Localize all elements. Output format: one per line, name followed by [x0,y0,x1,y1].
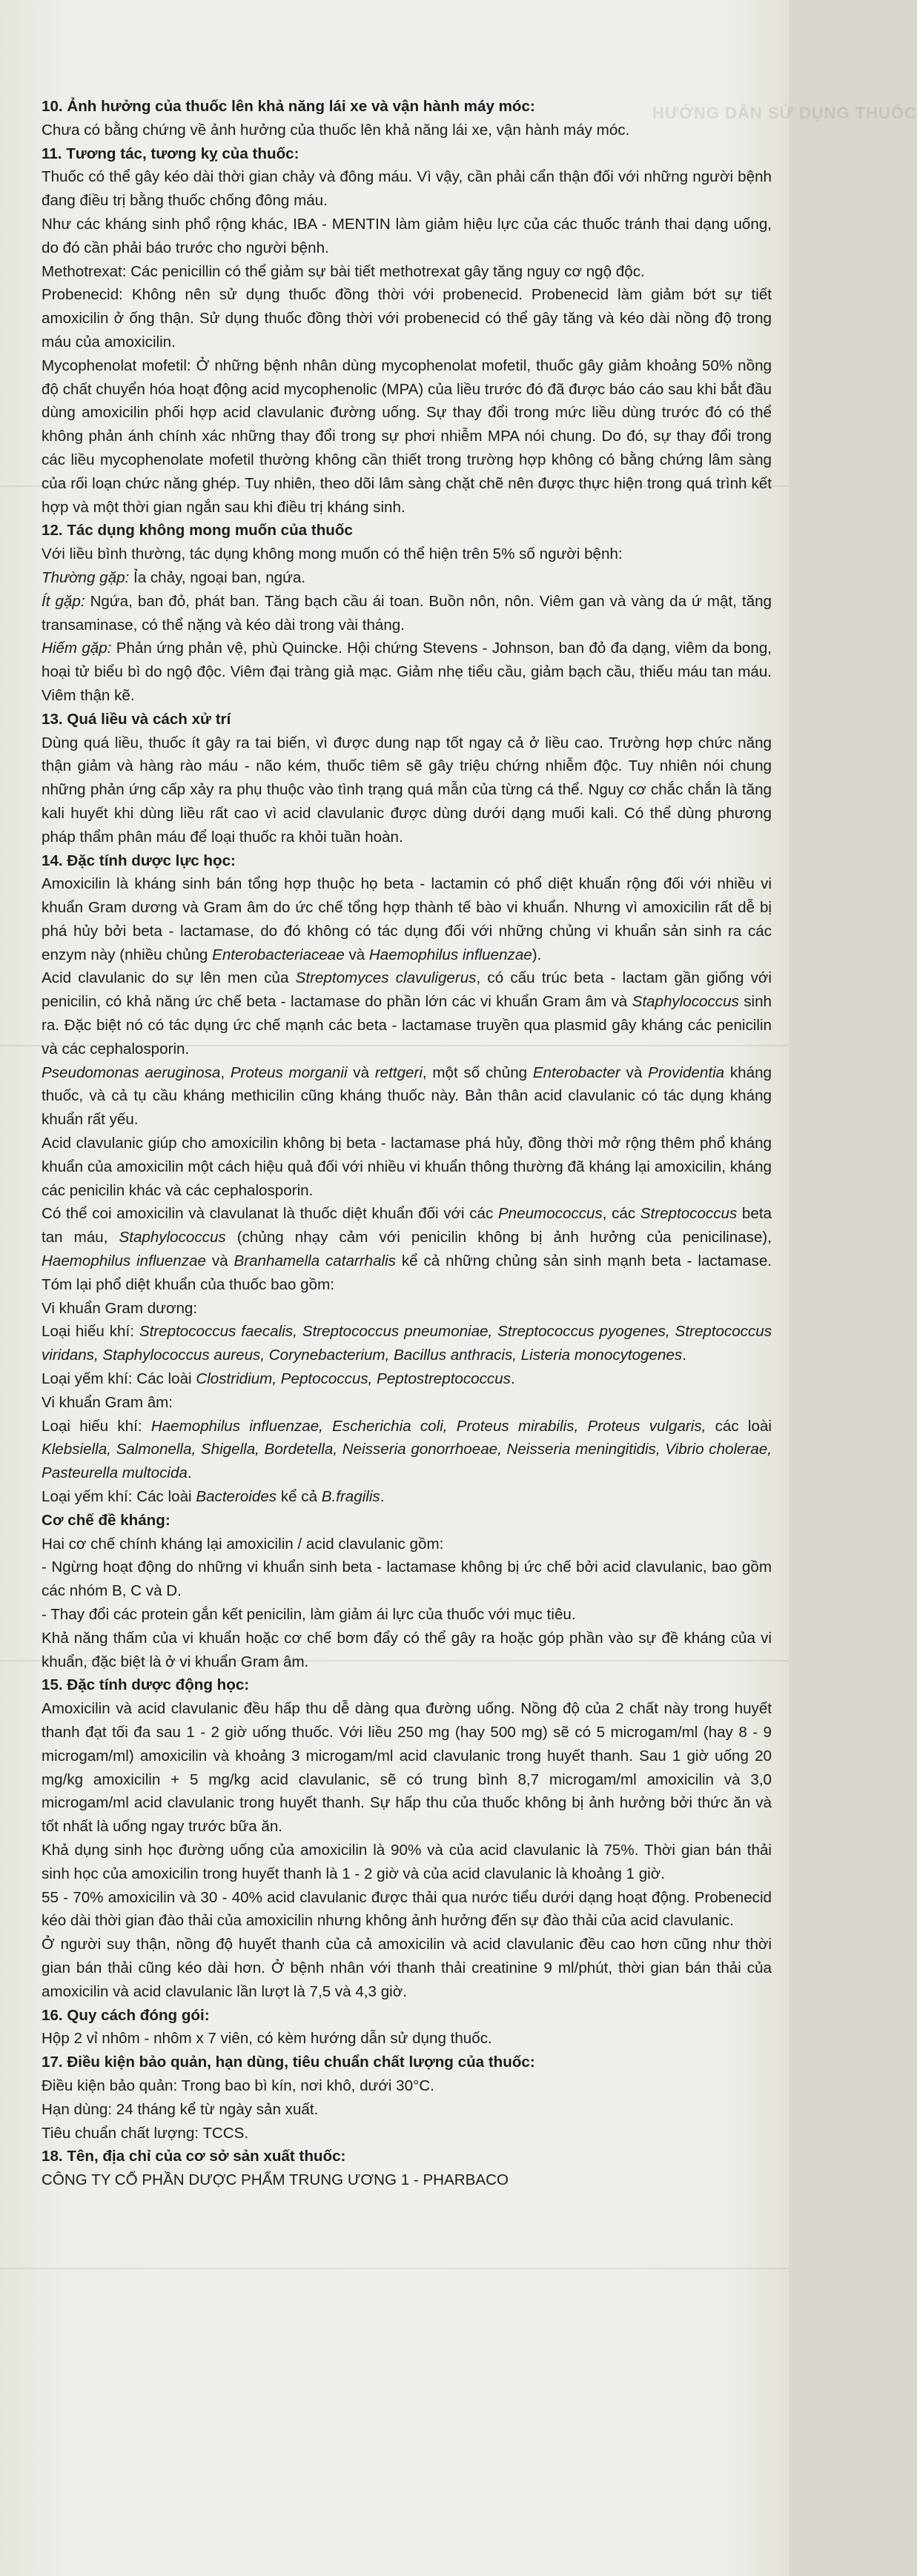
species-name: Branhamella catarrhalis [234,1252,396,1270]
text-run: , [220,1063,231,1081]
section-13-text: Dùng quá liều, thuốc ít gây ra tai biến, vì được dung nạp tốt ngay cả ở liều cao. Trường hợp chức năng thận giảm và hàng rào máu - não kém, thuốc tiêm sẽ gây triệu chứng nhiễm độc. Tuy nhiên nói chung những phản ứng cấp xảy ra phụ thuộc vào tình trạng quá mẫn của từng cá thể. Nguy cơ chắc chắn là tăng kali huyết khi dùng liều rất cao vì acid clavulanic được dùng dưới dạng muối kali. Có thể dùng phương pháp thẩm phân máu để loại thuốc ra khỏi tuần hoàn. [42,734,772,846]
text-run: và [620,1063,649,1081]
text-run: và [344,946,369,963]
species-name: Pseudomonas aeruginosa [42,1063,221,1081]
species-list: Bacteroides [196,1488,277,1506]
shelf-life: Hạn dùng: 24 tháng kể từ ngày sản xuất. [42,2100,319,2118]
common-label: Thường gặp: [42,568,130,586]
text-run: Loại hiếu khí: [42,1323,139,1341]
gram-negative-title: Vi khuẩn Gram âm: [42,1393,173,1411]
section-14-title: 14. Đặc tính dược lực học: [42,852,236,869]
section-10-title: 10. Ảnh hưởng của thuốc lên khả năng lái xe và vận hành máy móc: [42,98,535,115]
uncommon-text: Ngứa, ban đỏ, phát ban. Tăng bạch cầu ái toan. Buồn nôn, nôn. Viêm gan và vàng da ứ mật, tăng transaminase, có thể nặng và kéo dài trong vài tháng. [42,592,772,634]
text-run: beta tan máu, [42,1205,772,1246]
gram-positive-title: Vi khuẩn Gram dương: [42,1299,198,1317]
text-run: và [205,1252,234,1270]
text-run: Amoxicilin là kháng sinh bán tổng hợp thuộc họ beta - lactamin có phổ diệt khuẩn rộng đối với nhiều vi khuẩn Gram dương và Gram âm do ức chế tổng hợp thành tế bào vi khuẩn. Nhưng vì amoxicilin rất dễ bị phá hủy bởi beta - lactamase, do đó không có tác dụng đối với những chủng vi khuẩn sản sinh ra các enzym này (nhiều chủng [42,875,772,963]
gram-positive-anaerobic [42,1367,772,1391]
section-11-paragraph: Như các kháng sinh phổ rộng khác, IBA - MENTIN làm giảm hiệu lực của các thuốc tránh thai dạng uống, do đó cần phải báo trước cho người bệnh. [42,215,772,256]
text-run: Acid clavulanic do sự lên men của [42,969,296,987]
species-list: Haemophilus influenzae, Escherichia coli, Proteus mirabilis, Proteus vulgaris, [150,1417,706,1435]
section-15-title: 15. Đặc tính dược động học: [42,1676,250,1694]
manufacturer-name: CÔNG TY CỔ PHẦN DƯỢC PHẨM TRUNG ƯƠNG 1 - PHARBACO [42,2171,509,2189]
text-run: , có cấu trúc beta - lactam gần giống với penicilin, có khả năng ức chế beta - lactamase do phần lớn các vi khuẩn Gram âm và [42,969,772,1011]
common-text: Ỉa chảy, ngoại ban, ngứa. [129,568,306,586]
section-16-text: Hộp 2 vỉ nhôm - nhôm x 7 viên, có kèm hướng dẫn sử dụng thuốc. [42,2030,492,2048]
species-name: rettgeri [374,1063,423,1081]
species-list: B.fragilis [321,1488,380,1506]
uncommon-label: Ít gặp: [42,592,85,610]
section-16-title: 16. Quy cách đóng gói: [42,2006,210,2024]
section-12-intro: Với liều bình thường, tác dụng không mong muốn có thể hiện trên 5% số người bệnh: [42,545,623,563]
paper-crease [0,2268,789,2269]
text-run: . [682,1347,686,1364]
resistance-item: - Ngừng hoạt động do những vi khuẩn sinh beta - lactamase không bị ức chế bởi acid clavulanic, bao gồm các nhóm B, C và D. [42,1558,772,1600]
gram-positive-aerobic [42,1320,772,1367]
text-run: các loài [706,1417,772,1435]
section-12-uncommon [42,590,772,637]
section-11-methotrexat: Methotrexat: Các penicillin có thể giảm sự bài tiết methotrexat gây tăng nguy cơ ngộ độc. [42,262,645,280]
section-12-rare [42,637,772,707]
section-14-paragraph [42,1061,772,1132]
section-15-paragraph: Ở người suy thận, nồng độ huyết thanh của cả amoxicilin và acid clavulanic đều cao hơn cũng như thời gian bán thải cũng kéo dài hơn. Ở bệnh nhân với thanh thải creatinine 9 ml/phút, thời gian bán thải của amoxicilin và acid clavulanic lần lượt là 7,5 và 4,3 giờ. [42,1936,772,2000]
section-15-paragraph: Khả dụng sinh học đường uống của amoxicilin là 90% và của acid clavulanic là 75%. Thời gian bán thải sinh học của amoxicilin trong huyết thanh là 1 - 2 giờ và của acid clavulanic là khoảng 1 giờ. [42,1841,772,1882]
leaflet-content [42,95,772,2192]
bleed-through-text: HƯỚNG DẪN SỬ DỤNG THUỐC [652,104,917,122]
text-run: Loại hiếu khí: [42,1417,151,1435]
text-run: sinh ra. Đặc biệt nó có tác dụng ức chế mạnh các beta - lactamase truyền qua plasmid gây kháng các penicilin và các cephalosporin. [42,993,772,1058]
section-11-title: 11. Tương tác, tương kỵ của thuốc: [42,145,299,162]
section-14-paragraph [42,966,772,1060]
resistance-text: Khả năng thấm của vi khuẩn hoặc cơ chế bơm đẩy có thể gây ra hoặc góp phần vào sự đề kháng của vi khuẩn, đặc biệt là ở vi khuẩn Gram âm. [42,1629,772,1670]
section-13-title: 13. Quá liều và cách xử trí [42,710,231,728]
text-run: kể cả [277,1488,322,1506]
text-run: , các [602,1205,640,1223]
text-run: . [187,1464,192,1482]
section-15-paragraph: 55 - 70% amoxicilin và 30 - 40% acid clavulanic được thải qua nước tiểu dưới dạng hoạt động. Probenecid kéo dài thời gian đào thải của amoxicilin nhưng không ảnh hưởng đến sự đào thải của acid clavulanic. [42,1888,772,1930]
section-12-title: 12. Tác dụng không mong muốn của thuốc [42,522,353,540]
section-17-title: 17. Điều kiện bảo quản, hạn dùng, tiêu chuẩn chất lượng của thuốc: [42,2054,535,2071]
rare-text: Phản ứng phản vệ, phù Quincke. Hội chứng Stevens - Johnson, ban đỏ đa dạng, viêm da bong, hoại tử biểu bì do ngộ độc. Viêm đại tràng giả mạc. Giảm nhẹ tiểu cầu, giảm bạch cầu, thiếu máu tan máu. Viêm thận kẽ. [42,640,772,704]
species-name: Enterobacter [532,1063,620,1081]
species-name: Haemophilus influenzae [368,946,532,963]
species-list: Clostridium, Peptococcus, Peptostreptococcus [196,1370,511,1388]
rare-label: Hiếm gặp: [42,640,112,657]
section-14-paragraph: Acid clavulanic giúp cho amoxicilin không bị beta - lactamase phá hủy, đồng thời mở rộng thêm phổ kháng khuẩn của amoxicilin một cách hiệu quả đối với nhiều vi khuẩn thông thường đã kháng lại amoxicilin, kháng các penicilin khác và các cephalosporin. [42,1135,772,1199]
text-run: kể cả những chủng sản sinh mạnh beta - lactamase. Tóm lại phổ diệt khuẩn của thuốc bao gồm: [42,1252,772,1293]
text-run: Loại yếm khí: Các loài [42,1370,196,1388]
resistance-text: Hai cơ chế chính kháng lại amoxicilin / acid clavulanic gồm: [42,1535,444,1553]
species-list: Klebsiella, Salmonella, Shigella, Bordetella, Neisseria gonorrhoeae, Neisseria meningitidis, Vibrio cholerae, Pasteurella multocida [42,1441,772,1482]
species-name: Enterobacteriaceae [212,946,345,963]
section-11-probenecid: Probenecid: Không nên sử dụng thuốc đồng thời với probenecid. Probenecid làm giảm bớt sự tiết amoxicilin ở ống thận. Sử dụng thuốc đồng thời với probenecid có thể gây tăng và kéo dài nồng độ trong máu của amoxicilin. [42,286,772,351]
text-run: , một số chủng [422,1063,533,1081]
text-run: Có thể coi amoxicilin và clavulanat là thuốc diệt khuẩn đối với các [42,1205,498,1223]
storage-conditions: Điều kiện bảo quản: Trong bao bì kín, nơi khô, dưới 30°C. [42,2077,434,2094]
text-run: ). [532,946,542,963]
section-14-paragraph [42,872,772,966]
section-12-common [42,566,772,590]
gram-negative-anaerobic [42,1485,772,1509]
text-run: Loại yếm khí: Các loài [42,1488,196,1506]
section-14-paragraph [42,1202,772,1296]
section-18-title: 18. Tên, địa chỉ của cơ sở sản xuất thuốc: [42,2148,346,2165]
species-name: Proteus morganii [230,1063,348,1081]
quality-standard: Tiêu chuẩn chất lượng: TCCS. [42,2124,249,2142]
species-name: Streptococcus [640,1205,738,1223]
text-run: (chủng nhạy cảm với penicilin không bị ảnh hưởng của penicilinase), [225,1229,772,1246]
resistance-title: Cơ chế đề kháng: [42,1511,171,1529]
species-name: Streptomyces clavuligerus [295,969,477,987]
text-run: kháng thuốc, và cả tụ cầu kháng methicilin cũng kháng thuốc này. Bản thân acid clavulanic có tác dụng kháng khuẩn rất yếu. [42,1063,772,1129]
section-10-text: Chưa có bằng chứng về ảnh hưởng của thuốc lên khả năng lái xe, vận hành máy móc. [42,121,630,139]
species-name: Providentia [648,1063,725,1081]
species-name: Haemophilus influenzae [42,1252,206,1270]
section-11-paragraph: Thuốc có thể gây kéo dài thời gian chảy và đông máu. Vì vậy, cần phải cẩn thận đối với những người bệnh đang điều trị bằng thuốc chống đông máu. [42,168,772,210]
resistance-item: - Thay đổi các protein gắn kết penicilin, làm giảm ái lực của thuốc với mục tiêu. [42,1606,576,1623]
gram-negative-aerobic [42,1415,772,1485]
text-run: . [380,1488,385,1506]
text-run: và [347,1063,375,1081]
species-name: Staphylococcus [632,993,739,1011]
section-15-paragraph: Amoxicilin và acid clavulanic đều hấp thu dễ dàng qua đường uống. Nồng độ của 2 chất này trong huyết thanh đạt tối đa sau 1 - 2 giờ uống thuốc. Với liều 250 mg (hay 500 mg) sẽ có 5 microgam/ml (hay 8 - 9 microgam/ml) amoxicilin và khoảng 3 microgam/ml acid clavulanic trong huyết thanh. Sau 1 giờ uống 20 mg/kg amoxicilin + 5 mg/kg acid clavulanic, sẽ có trung bình 8,7 microgam/ml amoxicilin và 3,0 microgam/ml acid clavulanic trong huyết thanh. Sự hấp thu của thuốc không bị ảnh hưởng bởi thức ăn và tốt nhất là uống ngay trước bữa ăn. [42,1700,772,1836]
species-name: Staphylococcus [119,1229,226,1246]
species-list: Streptococcus faecalis, Streptococcus pneumoniae, Streptococcus pyogenes, Streptococcus viridans, Staphylococcus aureus, Corynebacterium, Bacillus anthracis, Listeria monocytogenes [42,1323,772,1364]
text-run: . [510,1370,515,1388]
section-11-mycophenolat: Mycophenolat mofetil: Ở những bệnh nhân dùng mycophenolat mofetil, thuốc gây giảm khoảng 50% nồng độ chất chuyển hóa hoạt động acid mycophenolic (MPA) của liều trước đó đã được báo cáo sau khi bắt đầu dùng amoxicilin phối hợp acid clavulanic đường uống. Sự thay đổi trong mức liều dùng trước đó có thể không phản ánh chính xác những thay đổi trong sự phơi nhiễm MPA nói chung. Do đó, sự thay đổi trong các liều mycophenolate mofetil thường không cần thiết trong trường hợp không có bằng chứng lâm sàng của rối loạn chức năng ghép. Tuy nhiên, theo dõi lâm sàng chặt chẽ nên được thực hiện trong quá trình kết hợp và một thời gian ngắn sau khi điều trị kháng sinh. [42,356,772,516]
species-name: Pneumococcus [497,1205,603,1223]
